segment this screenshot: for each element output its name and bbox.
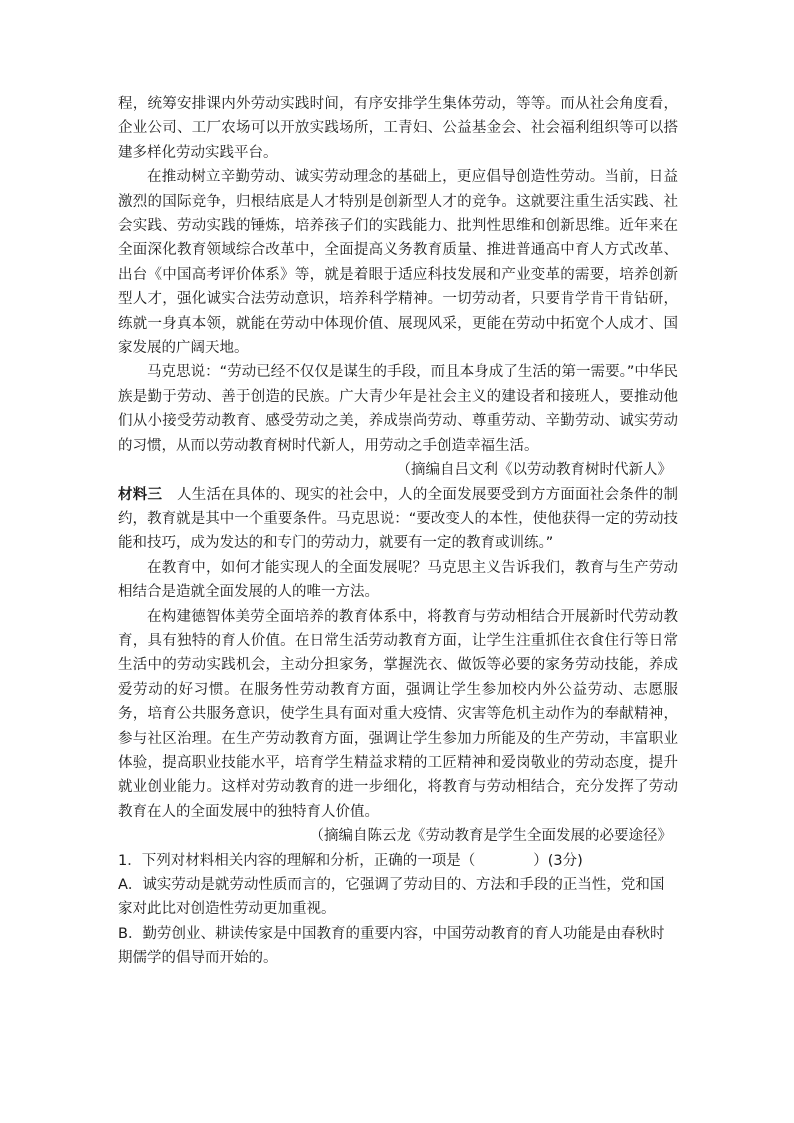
question-stem: 1．下列对材料相关内容的理解和分析，正确的一项是（ ）(3分)	[118, 852, 583, 869]
paragraph-continuation: 程，统筹安排课内外劳动实践时间，有序安排学生集体劳动，等等。而从社会角度看，企业公司、工厂农场可以开放实践场所，工青妇、公益基金会、社会福利组织等可以搭建多样化劳动实践平台。	[118, 96, 678, 161]
document-body	[118, 92, 678, 971]
question-option-b: B．勤劳创业、耕读传家是中国教育的重要内容，中国劳动教育的育人功能是由春秋时期儒学的倡导而开始的。	[118, 925, 665, 967]
paragraph-creative-labor: 在推动树立辛勤劳动、诚实劳动理念的基础上，更应倡导创造性劳动。当前，日益激烈的国际竞争，归根结底是人才特别是创新型人才的竞争。这就要注重生活实践、社会实践、劳动实践的锤炼，培养孩子们的实践能力、批判性思维和创新思维。近年来在全面深化教育领域综合改革中，全面提高义务教育质量、推进普通高中育人方式改革、出台《中国高考评价体系》等，就是着眼于适应科技发展和产业变革的需要，培养创新型人才，强化诚实合法劳动意识，培养科学精神。一切劳动者，只要肯学肯干肯钻研，练就一身真本领，就能在劳动中体现价值、展现风采，更能在劳动中拓宽个人成才、国家发展的广阔天地。	[118, 169, 678, 357]
material-3-label: 材料三	[118, 486, 163, 503]
source-citation-3: （摘编自陈云龙《劳动教育是学生全面发展的必要途径》	[309, 828, 672, 845]
paragraph-comprehensive-development: 在教育中，如何才能实现人的全面发展呢？马克思主义告诉我们，教育与生产劳动相结合是造就全面发展的人的唯一方法。	[118, 559, 678, 601]
question-option-a: A．诚实劳动是就劳动性质而言的，它强调了劳动目的、方法和手段的正当性，党和国家对此比对创造性劳动更加重视。	[118, 877, 665, 918]
paragraph-education-system: 在构建德智体美劳全面培养的教育体系中，将教育与劳动相结合开展新时代劳动教育，具有独特的育人价值。在日常生活劳动教育方面，让学生注重抓住衣食住行等日常生活中的劳动实践机会，主动分担家务，掌握洗衣、做饭等必要的家务劳动技能，养成爱劳动的好习惯。在服务性劳动教育方面，强调让学生参加校内外公益劳动、志愿服务，培育公共服务意识，使学生具有面对重大疫情、灾害等危机主动作为的奉献精神，参与社区治理。在生产劳动教育方面，强调让学生参加力所能及的生产劳动，丰富职业体验，提高职业技能水平，培育学生精益求精的工匠精神和爱岗敬业的劳动态度，提升就业创业能力。这样对劳动教育的进一步细化，将教育与劳动相结合，充分发挥了劳动教育在人的全面发展中的独特育人价值。	[118, 608, 678, 820]
paragraph-marx-quote: 马克思说：“劳动已经不仅仅是谋生的手段，而且本身成了生活的第一需要。”中华民族是勤于劳动、善于创造的民族。广大青少年是社会主义的建设者和接班人，要推动他们从小接受劳动教育、感受劳动之美，养成崇尚劳动、尊重劳动、辛勤劳动、诚实劳动的习惯，从而以劳动教育树时代新人，用劳动之手创造幸福生活。	[118, 364, 678, 454]
paragraph-material-3	[118, 483, 678, 556]
source-citation-2: （摘编自吕文利《以劳动教育树时代新人》	[396, 462, 672, 479]
material-3-text: 人生活在具体的、现实的社会中，人的全面发展要受到方方面面社会条件的制约，教育就是其中一个重要条件。马克思说：“要改变人的本性，使他获得一定的劳动技能和技巧，成为发达的和专门的劳动力，就要有一定的教育或训练。”	[118, 486, 679, 552]
